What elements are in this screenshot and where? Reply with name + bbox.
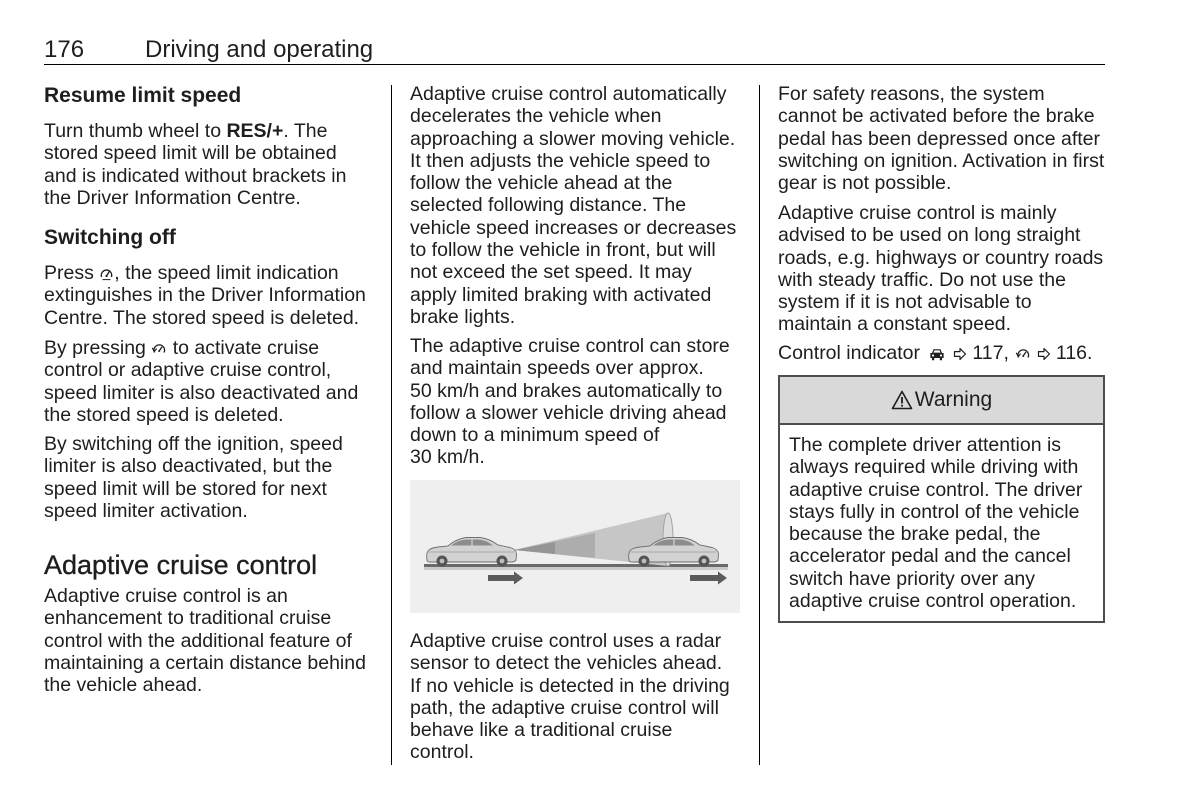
text-line: adaptive cruise control operation. bbox=[789, 590, 1077, 613]
text-line: not exceed the set speed. It may bbox=[410, 261, 692, 284]
paragraph-lines bbox=[44, 359, 358, 426]
text-line: Adaptive cruise control uses a radar bbox=[410, 630, 722, 652]
text-line: advised to be used on long straight bbox=[778, 224, 1081, 247]
text-line: Adaptive cruise control is mainly bbox=[778, 202, 1057, 224]
text-line: For safety reasons, the system bbox=[778, 83, 1045, 105]
text-line: the Driver Information Centre. bbox=[44, 186, 301, 209]
text-line: because the brake pedal, the bbox=[789, 523, 1041, 546]
text-line: system if it is not advisable to bbox=[778, 291, 1032, 314]
paragraph-control-indicator bbox=[778, 342, 1092, 364]
cruise-control-icon bbox=[151, 341, 167, 356]
paragraph-lines bbox=[410, 83, 736, 328]
page-number: 176 bbox=[44, 36, 85, 63]
header-rule bbox=[44, 64, 1105, 65]
text-line: limiter is also deactivated, but the bbox=[44, 455, 333, 478]
text-run: Press bbox=[44, 262, 100, 284]
paragraph-lines bbox=[789, 434, 1103, 612]
page-reference: 116. bbox=[1055, 342, 1093, 364]
text-line: brake lights. bbox=[410, 305, 516, 328]
text-line: follow the vehicle ahead at the bbox=[410, 172, 673, 195]
paragraph-acc-radar bbox=[410, 630, 730, 764]
paragraph-lines bbox=[44, 142, 346, 209]
text-line: If no vehicle is detected in the driving bbox=[410, 674, 730, 697]
text-line: cannot be activated before the brake bbox=[778, 105, 1095, 128]
text-line: Adaptive cruise control automatically bbox=[410, 83, 727, 105]
text-line: sensor to detect the vehicles ahead. bbox=[410, 652, 723, 675]
page-reference: 117, bbox=[972, 342, 1009, 364]
text-line: down to a minimum speed of bbox=[410, 424, 660, 447]
text-line: always required while driving with bbox=[789, 456, 1079, 479]
text-line: switching on ignition. Activation in first bbox=[778, 149, 1105, 172]
text-run: . The bbox=[283, 120, 328, 142]
text-line: accelerator pedal and the cancel bbox=[789, 545, 1071, 568]
text-line: and maintain speeds over approx. bbox=[410, 357, 704, 380]
text-line: 30 km/h. bbox=[410, 446, 485, 469]
text-line: gear is not possible. bbox=[778, 172, 952, 195]
paragraph-acc-intro bbox=[44, 585, 366, 696]
text-line: stored speed limit will be obtained bbox=[44, 142, 337, 165]
warning-triangle-icon bbox=[891, 390, 913, 410]
text-line: selected following distance. The bbox=[410, 194, 687, 217]
warning-title: Warning bbox=[914, 388, 993, 411]
adaptive-cruise-control-illustration bbox=[410, 480, 740, 613]
paragraph-lines bbox=[778, 83, 1104, 194]
text-line: follow a slower vehicle driving ahead bbox=[410, 401, 727, 424]
text-run: Turn thumb wheel to bbox=[44, 120, 227, 142]
text-line: to follow the vehicle in front, but will bbox=[410, 239, 716, 262]
text-line: the stored speed is deleted. bbox=[44, 403, 284, 426]
vehicle-ahead-icon bbox=[929, 348, 945, 361]
text-line bbox=[44, 337, 358, 359]
text-run: Control indicator bbox=[778, 342, 926, 364]
text-line: By switching off the ignition, speed bbox=[44, 433, 343, 455]
text-line: stays fully in control of the vehicle bbox=[789, 500, 1080, 523]
text-line: The complete driver attention is bbox=[789, 434, 1062, 456]
text-line: the vehicle ahead. bbox=[44, 674, 203, 697]
paragraph-usage-advice bbox=[778, 202, 1103, 336]
text-line: decelerates the vehicle when bbox=[410, 105, 662, 128]
text-line: Centre. The stored speed is deleted. bbox=[44, 306, 360, 329]
text-run: , the speed limit indication bbox=[114, 262, 339, 284]
speed-limiter-icon bbox=[99, 266, 114, 281]
heading-resume-limit-speed: Resume limit speed bbox=[44, 84, 242, 107]
text-line: speed limiter is also deactivated and bbox=[44, 381, 359, 404]
reference-arrow-icon bbox=[1037, 347, 1051, 361]
text-line: roads, e.g. highways or country roads bbox=[778, 246, 1104, 269]
text-line: switch have priority over any bbox=[789, 567, 1036, 590]
text-line: enhancement to traditional cruise bbox=[44, 607, 332, 630]
paragraph-lines bbox=[44, 585, 366, 696]
paragraph-lines bbox=[44, 433, 343, 522]
text-line: with steady traffic. Do not use the bbox=[778, 268, 1066, 291]
text-line: control. bbox=[410, 741, 474, 764]
text-line: extinguishes in the Driver Information bbox=[44, 284, 366, 307]
text-line: It then adjusts the vehicle speed to bbox=[410, 149, 711, 172]
section-title: Driving and operating bbox=[145, 36, 374, 63]
paragraph-acc-deceleration bbox=[410, 83, 736, 328]
warning-header bbox=[780, 377, 1103, 425]
road bbox=[424, 564, 728, 570]
warning-box bbox=[778, 375, 1105, 623]
paragraph-resume bbox=[44, 120, 346, 209]
paragraph-lines bbox=[410, 335, 730, 469]
paragraph-lines bbox=[44, 284, 366, 329]
text-line: apply limited braking with activated bbox=[410, 283, 712, 306]
column-divider bbox=[391, 85, 392, 765]
heading-adaptive-cruise-control: Adaptive cruise control bbox=[44, 550, 318, 580]
text-run: to activate cruise bbox=[167, 337, 320, 359]
text-line bbox=[778, 342, 1092, 364]
text-line: path, the adaptive cruise control will bbox=[410, 696, 719, 719]
reference-arrow-icon bbox=[953, 347, 967, 361]
warning-body bbox=[780, 425, 1103, 612]
text-line: and is indicated without brackets in bbox=[44, 164, 347, 187]
paragraph-pressing-cruise bbox=[44, 337, 358, 426]
paragraph-lines bbox=[410, 630, 730, 764]
paragraph-lines bbox=[778, 202, 1103, 336]
text-line: speed limit will be stored for next bbox=[44, 477, 327, 500]
text-line: The adaptive cruise control can store bbox=[410, 335, 730, 357]
res-control-label: RES/+ bbox=[226, 120, 284, 142]
heading-switching-off: Switching off bbox=[44, 226, 176, 249]
text-line: approaching a slower moving vehicle. bbox=[410, 127, 736, 150]
text-line: 50 km/h and brakes automatically to bbox=[410, 379, 723, 402]
text-line: vehicle speed increases or decreases bbox=[410, 216, 737, 239]
text-line: behave like a traditional cruise bbox=[410, 719, 673, 742]
text-line: control with the additional feature of bbox=[44, 629, 352, 652]
text-line: speed limiter activation. bbox=[44, 499, 248, 522]
text-line: Adaptive cruise control is an bbox=[44, 585, 288, 607]
paragraph-safety bbox=[778, 83, 1104, 194]
paragraph-ignition-off bbox=[44, 433, 343, 522]
text-line bbox=[44, 262, 366, 284]
cruise-control-icon bbox=[1015, 346, 1031, 361]
text-line: maintain a constant speed. bbox=[778, 313, 1012, 336]
column-divider bbox=[759, 85, 760, 765]
text-run: By pressing bbox=[44, 337, 152, 359]
text-line: pedal has been depressed once after bbox=[778, 127, 1100, 150]
text-line: control or adaptive cruise control, bbox=[44, 359, 332, 382]
text-line bbox=[44, 120, 346, 142]
text-line: adaptive cruise control. The driver bbox=[789, 478, 1083, 501]
paragraph-acc-speed-range bbox=[410, 335, 730, 469]
paragraph-press-speed-limiter bbox=[44, 262, 366, 329]
text-line: maintaining a certain distance behind bbox=[44, 651, 366, 674]
